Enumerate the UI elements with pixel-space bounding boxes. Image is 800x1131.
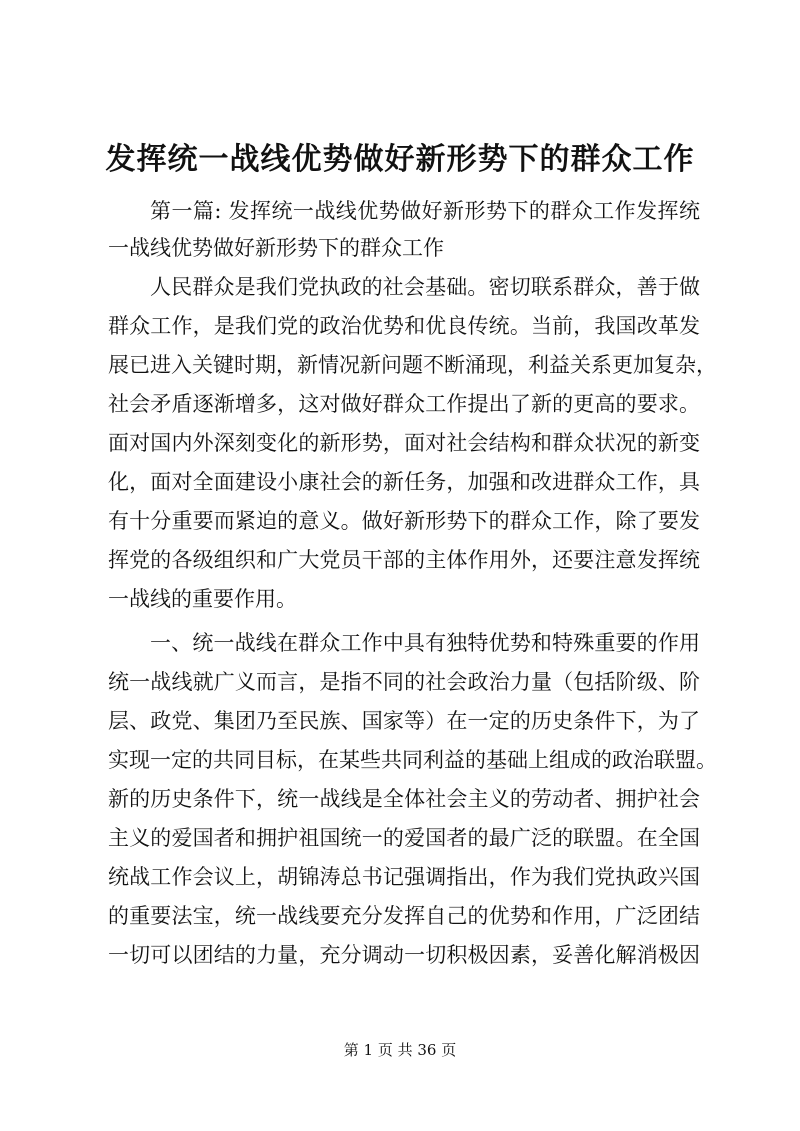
page-number-footer: 第 1 页 共 36 页 bbox=[343, 1041, 457, 1059]
text-line: 实现一定的共同目标，在某些共同利益的基础上组成的政治联盟。 bbox=[108, 748, 717, 772]
text-line: 面对国内外深刻变化的新形势，面对社会结构和群众状况的新变 bbox=[108, 431, 700, 455]
text-line: 人民群众是我们党执政的社会基础。密切联系群众，善于做 bbox=[150, 275, 700, 299]
text-line: 统一战线就广义而言，是指不同的社会政治力量（包括阶级、阶 bbox=[108, 670, 700, 694]
text-line: 有十分重要而紧迫的意义。做好新形势下的群众工作，除了要发 bbox=[108, 509, 700, 533]
text-line: 一切可以团结的力量，充分调动一切积极因素，妥善化解消极因 bbox=[108, 943, 700, 967]
text-line: 展已进入关键时期，新情况新问题不断涌现，利益关系更加复杂， bbox=[108, 353, 717, 377]
text-line: 挥党的各级组织和广大党员干部的主体作用外，还要注意发挥统 bbox=[108, 548, 700, 572]
text-line: 主义的爱国者和拥护祖国统一的爱国者的最广泛的联盟。在全国 bbox=[108, 826, 700, 850]
text-line: 层、政党、集团乃至民族、国家等）在一定的历史条件下，为了 bbox=[108, 709, 700, 733]
text-line: 化，面对全面建设小康社会的新任务，加强和改进群众工作，具 bbox=[108, 470, 700, 494]
text-line: 一战线优势做好新形势下的群众工作 bbox=[108, 236, 444, 260]
text-line: 的重要法宝，统一战线要充分发挥自己的优势和作用，广泛团结 bbox=[108, 904, 700, 928]
text-line: 新的历史条件下，统一战线是全体社会主义的劳动者、拥护社会 bbox=[108, 787, 700, 811]
text-line: 社会矛盾逐渐增多，这对做好群众工作提出了新的更高的要求。 bbox=[108, 392, 700, 416]
text-line: 统战工作会议上，胡锦涛总书记强调指出，作为我们党执政兴国 bbox=[108, 865, 700, 889]
text-line: 一战线的重要作用。 bbox=[108, 587, 297, 611]
document-title: 发挥统一战线优势做好新形势下的群众工作 bbox=[105, 142, 695, 177]
section-heading: 一、统一战线在群众工作中具有独特优势和特殊重要的作用 bbox=[150, 631, 700, 655]
text-line: 群众工作，是我们党的政治优势和优良传统。当前，我国改革发 bbox=[108, 314, 700, 338]
text-line: 第一篇: 发挥统一战线优势做好新形势下的群众工作发挥统 bbox=[150, 199, 700, 223]
